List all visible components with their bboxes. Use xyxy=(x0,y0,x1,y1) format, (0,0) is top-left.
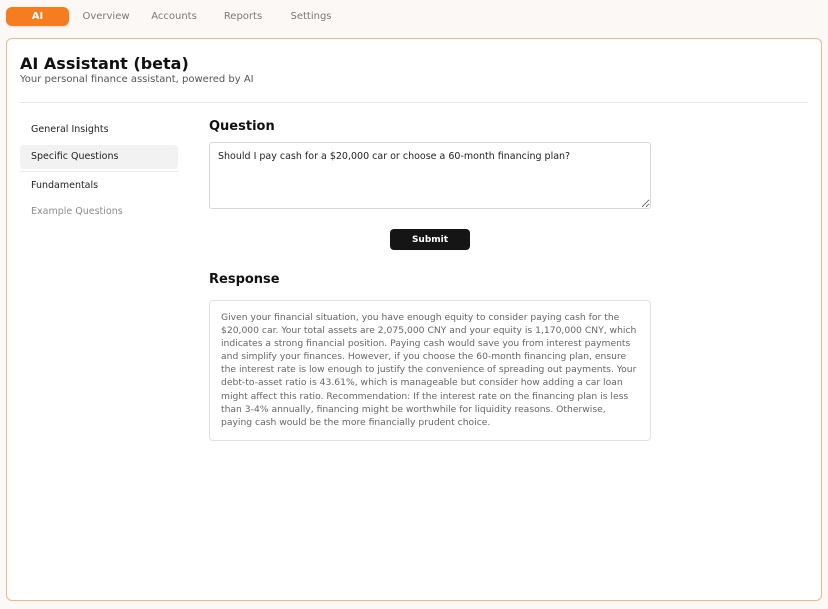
tab-reports[interactable]: Reports xyxy=(223,11,263,22)
sidebar-divider xyxy=(20,171,178,172)
sidebar-item-specific-questions[interactable]: Specific Questions xyxy=(20,145,178,169)
submit-button[interactable]: Submit xyxy=(390,229,470,250)
sidebar-item-fundamentals[interactable]: Fundamentals xyxy=(31,180,99,191)
page-subtitle: Your personal finance assistant, powered by AI xyxy=(20,74,254,85)
question-heading: Question xyxy=(209,119,275,134)
assistant-card xyxy=(6,38,822,601)
tab-accounts[interactable]: Accounts xyxy=(151,11,197,22)
page-title: AI Assistant (beta) xyxy=(20,54,189,73)
top-navigation xyxy=(0,0,828,34)
response-heading: Response xyxy=(209,272,280,287)
tab-settings[interactable]: Settings xyxy=(290,11,332,22)
sidebar-item-general-insights[interactable]: General Insights xyxy=(31,124,109,135)
tab-ai[interactable]: AI xyxy=(6,7,69,26)
sidebar-item-example-questions[interactable]: Example Questions xyxy=(31,206,123,217)
header-divider xyxy=(20,102,808,103)
tab-overview[interactable]: Overview xyxy=(82,11,130,22)
question-input[interactable] xyxy=(209,142,651,209)
response-text: Given your financial situation, you have enough equity to consider paying cash for the $20,000 car. Your total assets are 2,075,000 CNY and your equity is 1,170,000 CNY, which indicates a strong financial position. Paying cash would save you from interest payments and simplify your finances. However, if you choose the 60-month financing plan, ensure the interest rate is low enough to justify the convenience of spreading out payments. Your debt-to-asset ratio is 43.61%, which is manageable but consider how adding a car loan might affect this ratio. Recommendation: If the interest rate on the financing plan is less than 3-4% annually, financing might be worthwhile for liquidity reasons. Otherwise, paying cash would be the more financially prudent choice. xyxy=(209,300,651,441)
